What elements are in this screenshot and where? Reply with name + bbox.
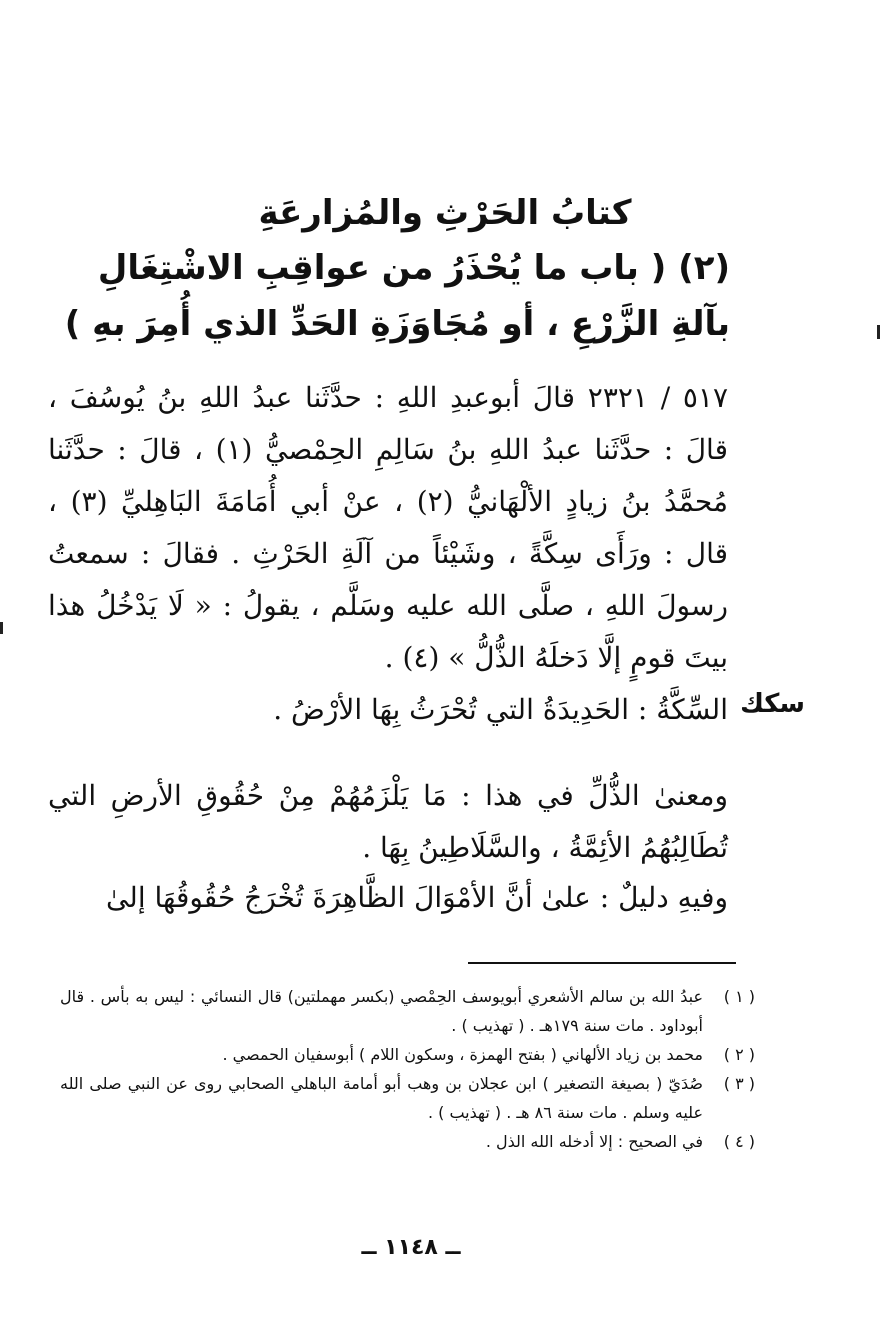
footnote-text: في الصحيح : إلا أدخله الله الذل .	[485, 1132, 703, 1151]
footnote-number: ( ٣ )	[723, 1074, 755, 1093]
scan-edge-mark	[877, 325, 880, 339]
footnote-item	[60, 982, 755, 1040]
chapter-title: (٢) ( باب ما يُحْذَرُ من عواقِبِ الاشْتِغَالِ بآلةِ الزَّرْعِ ، أو مُجَاوَزَةِ الحَدِّ الذي أُمِرَ بهِ )	[64, 248, 730, 344]
footnote-text: عبدُ الله بن سالم الأشعري أبويوسف الحِمْصي (بكسر مهملتين) قال النسائي : ليس به بأس . قال أبوداود . مات سنة ١٧٩هـ . ( تهذيب ) .	[60, 987, 703, 1035]
scan-edge-mark	[0, 622, 3, 634]
footnote-item	[60, 1040, 755, 1069]
footnote-number: ( ١ )	[723, 987, 755, 1006]
book-title: كتابُ الحَرْثِ والمُزارعَةِ	[258, 193, 632, 233]
footnote-item	[60, 1069, 755, 1127]
footnotes-section	[60, 982, 755, 1156]
footnote-text: محمد بن زياد الألهاني ( بفتح الهمزة ، وسكون اللام ) أبوسفيان الحمصي .	[222, 1045, 703, 1064]
meaning-paragraph: ومعنىٰ الذُّلِّ في هذا : مَا يَلْزَمُهُمْ مِنْ حُقُوقِ الأرضِ التي تُطَالِبُهُمُ الأئِمَّةُ ، والسَّلَاطِينُ بِهَا .	[48, 779, 728, 864]
footnote-number: ( ٢ )	[723, 1045, 755, 1064]
footnote-item	[60, 1127, 755, 1156]
page-number: ــ ١١٤٨ ــ	[361, 1235, 461, 1260]
gloss-paragraph: السِّكَّةُ : الحَدِيدَةُ التي تُحْرَثُ بِهَا الأرْضُ .	[273, 693, 728, 726]
footnote-number: ( ٤ )	[723, 1132, 755, 1151]
evidence-paragraph: وفيهِ دليلٌ : علىٰ أنَّ الأمْوَالَ الظَّاهِرَةَ تُخْرَجُ حُقُوقُهَا إلىٰ	[105, 881, 728, 914]
footnote-text: صُدَيّ ( بصيغة التصغير ) ابن عجلان بن وهب أبو أمامة الباهلي الصحابي روى عن النبي صلى الله عليه وسلم . مات سنة ٨٦ هـ . ( تهذيب ) .	[60, 1074, 703, 1122]
hadith-text: ٥١٧ / ٢٣٢١ قالَ أبوعبدِ اللهِ : حدَّثَنا عبدُ اللهِ بنُ يُوسُفَ ، قالَ : حدَّثَنا عبدُ اللهِ بنُ سَالِمِ الحِمْصيُّ (١) ، قالَ : حدَّثَنا مُحمَّدُ بنُ زيادٍ الألْهَانيُّ (٢) ، عنْ أبي أُمَامَةَ البَاهِليِّ (٣) ، قال : ورَأَى سِكَّةً ، وشَيْئاً من آلَةِ الحَرْثِ . فقالَ : سمعتُ رسولَ اللهِ ، صلَّى الله عليه وسَلَّم ، يقولُ : « لَا يَدْخُلُ هذا بيتَ قومٍ إلَّا دَخلَهُ الذُّلُّ » (٤) .	[48, 381, 728, 674]
margin-keyword: سكك	[740, 689, 805, 719]
footnote-separator	[468, 962, 736, 964]
